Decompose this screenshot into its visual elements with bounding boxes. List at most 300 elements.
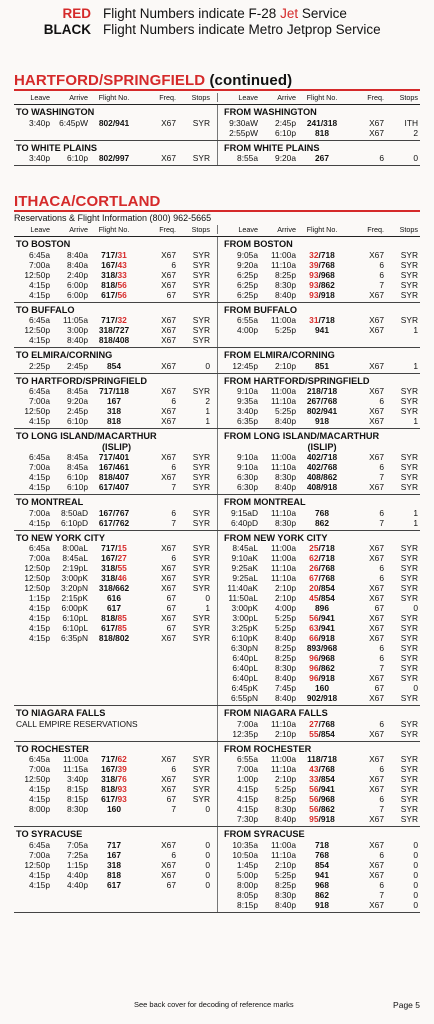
cell-freq: X67 (161, 633, 176, 643)
cell-leave: 12:50p (24, 583, 50, 593)
cell-arrive: 3:00p (67, 325, 88, 335)
cell-arrive: 6:35pN (60, 633, 88, 643)
cell-stops: SYR (192, 507, 210, 518)
flight-row (224, 663, 420, 673)
cell-leave: 12:50p (24, 573, 50, 583)
inbound-schedule (217, 742, 420, 827)
outbound-schedule (14, 303, 217, 348)
section-title (14, 72, 420, 89)
cell-arrive: 8:40p (275, 633, 296, 643)
legend-black-row (0, 22, 434, 38)
column-header-stops: Stops (399, 93, 418, 102)
cell-flight (88, 754, 140, 764)
jet-flight-number: 85 (117, 623, 127, 633)
route-group (14, 374, 420, 430)
cell-leave: 12:50p (24, 774, 50, 784)
cell-stops: 0 (205, 839, 210, 850)
flight-row (16, 260, 217, 270)
cell-freq: X67 (369, 774, 384, 784)
cell-arrive: 8:25p (275, 269, 296, 280)
cell-arrive: 11:10a (271, 396, 296, 406)
cell-freq: 7 (379, 517, 384, 528)
route-title: FROM HARTFORD/SPRINGFIELD (224, 375, 370, 386)
route-title: FROM ROCHESTER (224, 743, 312, 754)
jet-flight-number: 93 (309, 279, 319, 290)
flight-number: 318 (98, 583, 113, 593)
flight-number: / (318, 633, 321, 643)
jet-flight-number: 43 (117, 259, 127, 270)
route-title: FROM NEW YORK CITY (224, 532, 328, 543)
cell-flight (296, 406, 348, 416)
cell-flight (88, 406, 140, 416)
flight-number: / (115, 543, 118, 553)
outbound-schedule (14, 348, 217, 373)
cell-freq: X67 (369, 673, 384, 683)
cell-stops: SYR (400, 784, 418, 794)
inbound-schedule (217, 706, 420, 741)
jet-flight-number: 93 (309, 269, 319, 280)
flight-number: 902 (306, 693, 321, 703)
cell-leave: 4:15p (237, 784, 258, 794)
flight-row (16, 361, 217, 371)
cell-flight (88, 764, 140, 774)
cell-leave: 4:15p (29, 879, 50, 890)
cell-flight (88, 270, 140, 280)
flight-number: / (112, 507, 116, 518)
cell-arrive: 2:45p (275, 117, 296, 128)
cell-leave: 6:40pL (232, 663, 258, 673)
cell-leave: 6:25p (237, 289, 258, 300)
flight-number: / (112, 153, 116, 163)
jet-flight-number: 62 (117, 754, 127, 764)
flight-number: 918 (320, 673, 335, 683)
cell-stops: SYR (400, 573, 418, 583)
cell-freq: X67 (161, 774, 176, 784)
flight-number: / (112, 633, 116, 643)
cell-leave: 12:50p (24, 269, 50, 280)
cell-leave: 8:15p (237, 899, 258, 910)
column-header-freq: Freq. (159, 225, 176, 234)
flight-number: 768 (323, 396, 338, 406)
cell-flight (296, 729, 348, 739)
cell-leave: 2:55pW (229, 127, 258, 138)
cell-flight (88, 784, 140, 794)
cell-stops: 0 (413, 889, 418, 900)
cell-stops: SYR (400, 728, 418, 739)
cell-leave: 9:10a (237, 462, 258, 472)
route-title: FROM LONG ISLAND/MACARTHUR (224, 431, 380, 441)
cell-freq: 6 (379, 153, 384, 163)
cell-arrive: 8:40p (275, 899, 296, 910)
cell-stops: SYR (192, 315, 210, 325)
cell-stops: SYR (400, 396, 418, 406)
cell-freq: X67 (369, 416, 384, 426)
cell-leave: 6:45a (29, 839, 50, 850)
flight-number: 717 (101, 249, 116, 260)
flight-number: 854 (320, 593, 335, 603)
cell-leave: 7:00a (237, 718, 258, 729)
flight-row (224, 482, 420, 492)
cell-flight (296, 860, 348, 870)
flight-number: 717 (98, 452, 113, 462)
cell-freq: X67 (161, 543, 176, 553)
cell-leave: 7:00a (29, 462, 50, 472)
flight-number: 408 (306, 472, 321, 482)
route-title: (ISLIP) (101, 441, 132, 452)
cell-arrive: 8:15p (67, 794, 88, 804)
jet-flight-number: 32 (117, 315, 127, 325)
cell-arrive: 6:10pL (62, 623, 88, 633)
flight-row (224, 583, 420, 593)
cell-leave: 6:30p (237, 482, 258, 492)
cell-flight (296, 270, 348, 280)
column-header-leave: Leave (238, 93, 258, 102)
cell-freq: X67 (369, 728, 384, 739)
cell-freq: 6 (379, 653, 384, 663)
cell-freq: X67 (161, 416, 176, 426)
route-group (14, 348, 420, 374)
inbound-schedule (217, 105, 420, 140)
route-title: TO HARTFORD/SPRINGFIELD (16, 375, 148, 386)
flight-number: / (318, 784, 321, 794)
jet-flight-number: 55 (309, 728, 319, 739)
cell-arrive: 8:00aL (62, 543, 88, 553)
flight-number: 617 (107, 879, 121, 890)
flight-number: 616 (107, 593, 121, 603)
cell-arrive: 8:40p (275, 673, 296, 683)
flight-row (224, 784, 420, 794)
cell-freq: 7 (171, 804, 176, 814)
flight-number: 997 (115, 153, 130, 163)
route-title: TO BUFFALO (16, 304, 75, 315)
flight-number: 617 (107, 603, 121, 613)
cell-freq: X67 (161, 153, 176, 163)
flight-number: / (318, 663, 321, 673)
cell-leave: 9:20a (237, 259, 258, 270)
cell-stops: SYR (400, 633, 418, 643)
cell-flight (88, 472, 140, 482)
flight-row (224, 553, 420, 563)
outbound-schedule (14, 374, 217, 429)
flight-number: / (318, 718, 321, 729)
cell-arrive: 8:15p (67, 784, 88, 794)
cell-stops: SYR (192, 335, 210, 345)
flight-number: / (115, 794, 118, 804)
cell-stops: SYR (400, 472, 418, 482)
jet-flight-number: 32 (309, 249, 319, 260)
route-title: TO WASHINGTON (16, 107, 95, 117)
cell-arrive: 6:10p (67, 482, 88, 492)
cell-flight (296, 603, 348, 613)
cell-stops: 2 (413, 127, 418, 138)
cell-freq: 6 (379, 643, 384, 653)
column-header-arrive: Arrive (277, 93, 296, 102)
cell-flight (88, 386, 140, 396)
cell-stops: SYR (192, 325, 210, 335)
cell-arrive: 11:00a (271, 315, 296, 325)
cell-arrive: 4:40p (67, 869, 88, 880)
flight-row (224, 325, 420, 335)
flight-number: 662 (115, 583, 130, 593)
cell-leave: 6:35p (237, 416, 258, 426)
cell-arrive: 8:30p (275, 472, 296, 482)
cell-arrive: 11:00a (63, 754, 88, 764)
cell-flight (88, 508, 140, 518)
cell-flight (88, 583, 140, 593)
flight-number: 767 (115, 507, 130, 518)
cell-flight (88, 290, 140, 300)
cell-stops: SYR (400, 315, 418, 325)
flight-row (224, 683, 420, 693)
cell-freq: X67 (161, 573, 176, 583)
flight-row (224, 693, 420, 703)
flight-row (224, 250, 420, 260)
cell-freq: 6 (171, 507, 176, 518)
flight-number: / (115, 279, 118, 290)
cell-flight (296, 128, 348, 138)
cell-arrive: 8:45a (67, 462, 88, 472)
flight-number: 862 (315, 517, 329, 528)
flight-row (224, 870, 420, 880)
cell-freq: X67 (161, 325, 176, 335)
flight-row (224, 814, 420, 824)
cell-leave: 6:45a (29, 249, 50, 260)
flight-number: / (318, 573, 321, 583)
cell-freq: 67 (166, 623, 176, 633)
flight-number: 818 (101, 613, 116, 623)
flight-row (16, 573, 217, 583)
flight-number: 408 (115, 335, 130, 345)
cell-arrive: 6:10p (67, 416, 88, 426)
flight-number: 318 (101, 563, 116, 573)
cell-leave: 6:55pN (230, 693, 258, 703)
flight-number: / (115, 553, 118, 563)
cell-freq: X67 (369, 543, 384, 553)
cell-stops: SYR (192, 269, 210, 280)
cell-stops: 0 (205, 849, 210, 860)
column-header-freq: Freq. (159, 93, 176, 102)
route-title: FROM WHITE PLAINS (224, 142, 320, 153)
route-title: FROM NIAGARA FALLS (224, 708, 328, 718)
cell-freq: 6 (171, 259, 176, 270)
flight-number: 941 (115, 117, 130, 128)
flight-row (224, 396, 420, 406)
flight-row (224, 290, 420, 300)
route-group (14, 531, 420, 707)
flight-row (16, 518, 217, 528)
flight-number: 402 (306, 462, 321, 472)
flight-row (16, 153, 217, 163)
cell-flight (88, 482, 140, 492)
flight-number: / (318, 613, 321, 623)
flight-number: 401 (115, 452, 130, 462)
flight-row (16, 543, 217, 553)
cell-stops: SYR (400, 814, 418, 824)
flight-row (224, 673, 420, 683)
route-group (14, 495, 420, 531)
cell-flight (296, 794, 348, 804)
cell-stops: SYR (400, 774, 418, 784)
cell-stops: SYR (192, 452, 210, 462)
cell-leave: 6:45a (29, 754, 50, 764)
flight-number: / (318, 728, 321, 739)
flight-row (224, 860, 420, 870)
cell-leave: 7:00a (29, 507, 50, 518)
outbound-schedule (14, 105, 217, 140)
flight-number: / (320, 386, 324, 396)
cell-freq: X67 (161, 754, 176, 764)
cell-arrive: 8:40p (275, 289, 296, 300)
flight-number: 896 (315, 603, 329, 613)
cell-freq: X67 (369, 553, 384, 563)
cell-leave: 12:50p (24, 325, 50, 335)
cell-freq: X67 (161, 386, 176, 396)
cell-flight (88, 315, 140, 325)
cell-leave: 4:15p (29, 335, 50, 345)
flight-row (224, 573, 420, 583)
outbound-schedule (14, 495, 217, 530)
cell-flight (296, 623, 348, 633)
cell-stops: 0 (413, 839, 418, 850)
cell-arrive: 7:05a (67, 839, 88, 850)
cell-arrive: 2:19pL (62, 563, 88, 573)
route-title: FROM BUFFALO (224, 304, 297, 315)
flight-row (224, 128, 420, 138)
flight-row (16, 850, 217, 860)
flight-number: 762 (115, 517, 130, 528)
cell-freq: 6 (379, 259, 384, 270)
route-subtitle: CALL EMPIRE RESERVATIONS (16, 718, 138, 729)
flight-number: 717 (107, 839, 121, 850)
cell-leave: 3:00pL (232, 613, 258, 623)
cell-flight (296, 683, 348, 693)
route-group (14, 429, 420, 495)
cell-freq: X67 (369, 406, 384, 416)
flight-number: / (318, 259, 321, 270)
cell-arrive: 8:45a (67, 452, 88, 462)
cell-arrive: 11:00a (271, 839, 296, 850)
cell-leave: 4:15p (237, 804, 258, 814)
cell-flight (88, 623, 140, 633)
cell-stops: SYR (192, 633, 210, 643)
cell-arrive: 2:10p (275, 728, 296, 739)
cell-arrive: 8:30p (275, 279, 296, 290)
flight-number: / (115, 269, 118, 280)
flight-row (224, 719, 420, 729)
column-header-stops: Stops (191, 225, 210, 234)
flight-number: 408 (306, 482, 321, 492)
flight-row (224, 754, 420, 764)
cell-stops: 0 (413, 603, 418, 613)
flight-number: / (318, 269, 321, 280)
cell-leave: 4:15p (29, 289, 50, 300)
flight-number: 862 (320, 663, 335, 673)
inbound-schedule (217, 429, 420, 494)
cell-arrive: 9:20a (67, 396, 88, 406)
cell-stops: SYR (192, 613, 210, 623)
cell-leave: 6:55a (237, 315, 258, 325)
cell-freq: X67 (369, 899, 384, 910)
cell-flight (88, 774, 140, 784)
flight-number: / (320, 472, 324, 482)
cell-stops: SYR (400, 553, 418, 563)
cell-freq: X67 (369, 613, 384, 623)
cell-leave: 6:30pN (230, 643, 258, 653)
cell-arrive: 9:20a (275, 153, 296, 163)
cell-stops: SYR (192, 784, 210, 794)
cell-stops: SYR (192, 517, 210, 528)
cell-arrive: 8:40a (67, 249, 88, 260)
flight-number: 818 (315, 127, 329, 138)
flight-number: 802 (98, 153, 113, 163)
cell-leave: 4:15p (29, 416, 50, 426)
column-header-arrive: Arrive (69, 93, 88, 102)
cell-flight (88, 613, 140, 623)
outbound-schedule (14, 827, 217, 912)
inbound-schedule (217, 495, 420, 530)
cell-leave: 6:10pK (231, 633, 258, 643)
flight-number: 802 (98, 117, 113, 128)
jet-flight-number: 56 (117, 289, 127, 300)
jet-flight-number: 96 (309, 673, 319, 683)
cell-arrive: 2:15pK (61, 593, 88, 603)
flight-number: 218 (306, 386, 321, 396)
cell-freq: X67 (369, 482, 384, 492)
flight-row (16, 593, 217, 603)
flight-row (224, 280, 420, 290)
cell-leave: 4:15p (29, 623, 50, 633)
flight-number: 318 (98, 325, 113, 335)
flight-row (224, 315, 420, 325)
flight-row (16, 406, 217, 416)
cell-leave: 7:00a (29, 396, 50, 406)
cell-stops: SYR (400, 663, 418, 673)
schedule-groups (14, 237, 420, 913)
cell-leave: 4:15p (29, 482, 50, 492)
cell-stops: SYR (192, 563, 210, 573)
cell-stops: 2 (205, 396, 210, 406)
cell-freq: 7 (379, 279, 384, 290)
flight-row (224, 850, 420, 860)
cell-leave: 12:50p (24, 406, 50, 416)
cell-freq: 6 (379, 462, 384, 472)
cell-freq: X67 (161, 859, 176, 870)
cell-leave: 12:50p (24, 859, 50, 870)
cell-arrive: 5:25p (275, 869, 296, 880)
flight-number: 851 (315, 360, 329, 371)
flight-number: / (320, 117, 324, 128)
cell-flight (296, 518, 348, 528)
cell-leave: 8:55a (237, 153, 258, 163)
cell-leave: 9:10a (237, 452, 258, 462)
cell-leave: 4:15p (29, 279, 50, 290)
cell-stops: SYR (400, 406, 418, 416)
cell-stops: 1 (205, 603, 210, 613)
cell-freq: X67 (161, 406, 176, 416)
column-header-left (14, 93, 217, 102)
cell-arrive: 8:25p (275, 643, 296, 653)
flight-number: 718 (323, 452, 338, 462)
column-header-right (217, 225, 420, 234)
cell-stops: SYR (192, 279, 210, 290)
flight-number: 918 (315, 899, 329, 910)
cell-arrive: 2:10p (275, 774, 296, 784)
cell-arrive: 6:00pK (61, 603, 88, 613)
cell-flight (88, 335, 140, 345)
schedule-groups (14, 105, 420, 166)
cell-flight (296, 118, 348, 128)
cell-stops: SYR (192, 583, 210, 593)
